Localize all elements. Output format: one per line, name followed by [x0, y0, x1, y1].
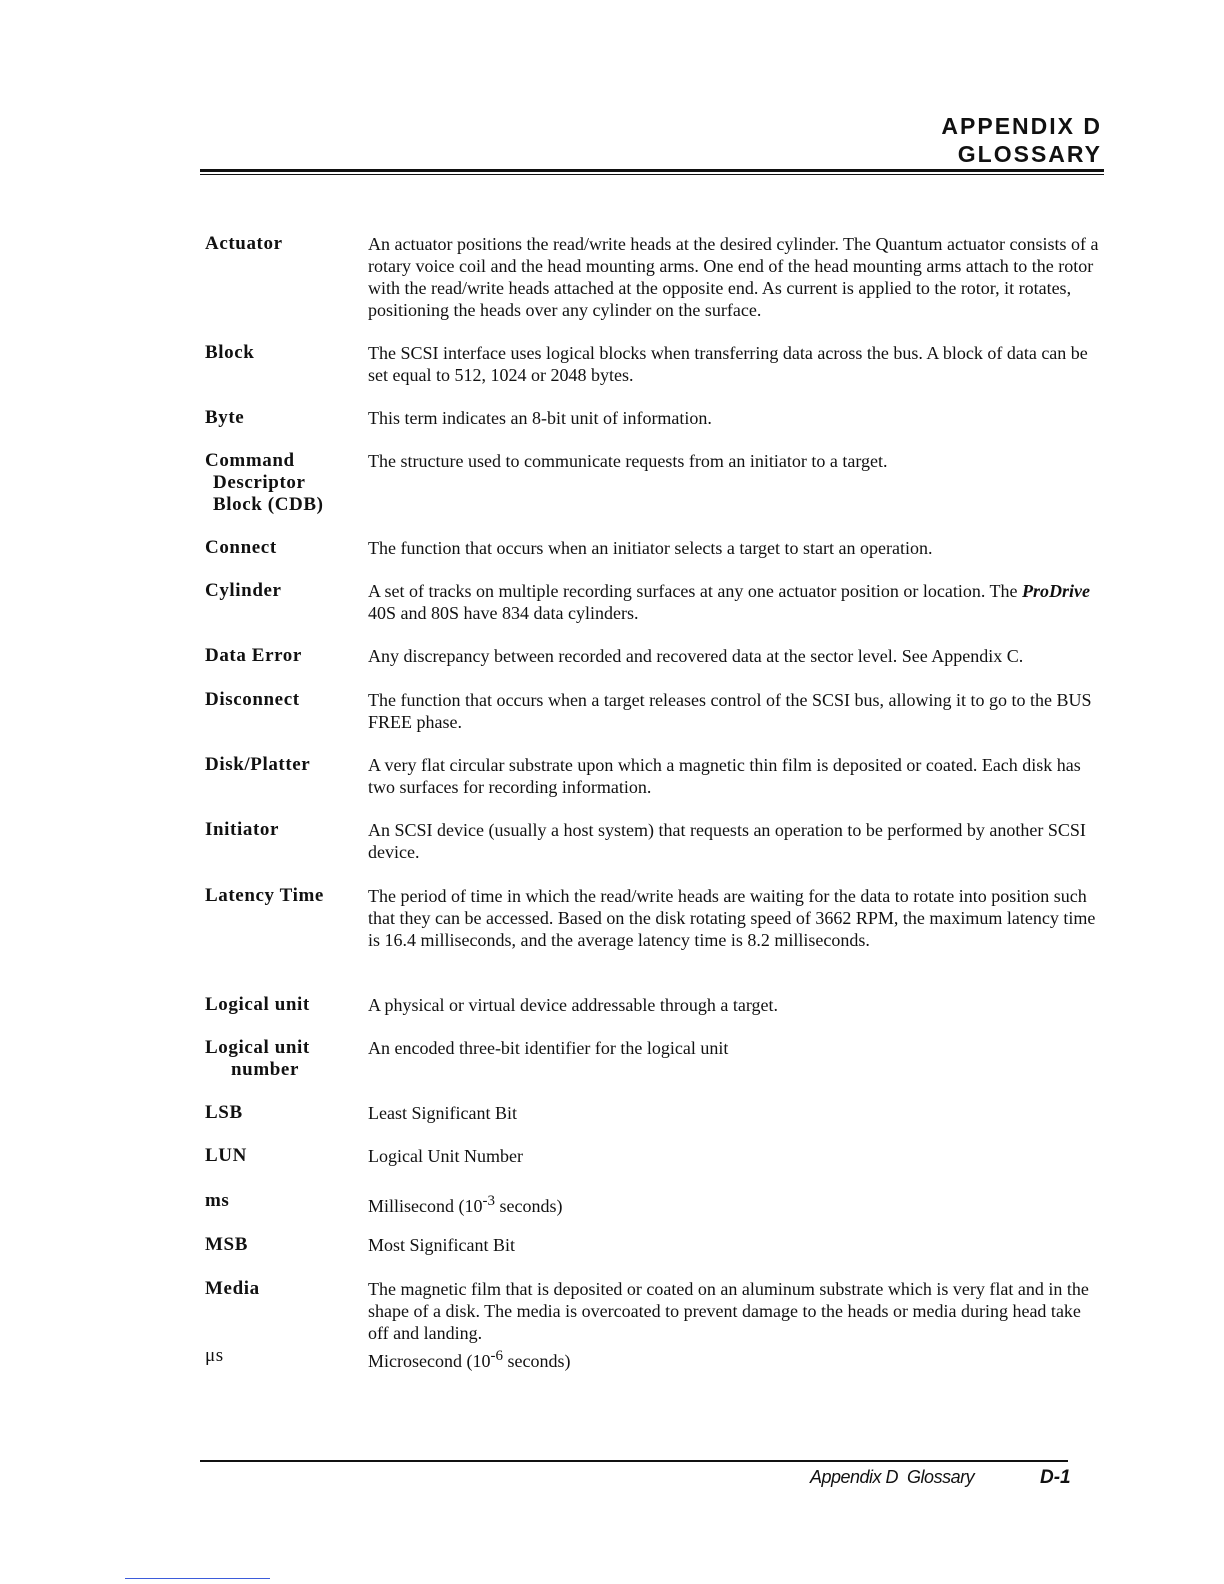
definition-text: 40S and 80S have 834 data cylinders. — [368, 603, 639, 623]
term — [205, 450, 355, 516]
term: Data Error — [205, 645, 302, 666]
definition: An SCSI device (usually a host system) that requests an operation to be performed by another SCSI device. — [368, 820, 1086, 862]
definition — [368, 580, 1104, 624]
term: MSB — [205, 1234, 248, 1255]
definition: The structure used to communicate requests from an initiator to a target. — [368, 451, 888, 471]
term: μs — [205, 1345, 224, 1366]
definition: Logical Unit Number — [368, 1146, 523, 1166]
definition: The function that occurs when a target releases control of the SCSI bus, allowing it to go to the BUS FREE phase. — [368, 690, 1092, 732]
term: Latency Time — [205, 885, 324, 906]
definition-text: seconds) — [502, 1351, 571, 1371]
definition: Any discrepancy between recorded and recovered data at the sector level. See Appendix C. — [368, 646, 1024, 666]
definition-text: seconds) — [495, 1196, 563, 1216]
definition-text: Millisecond (10 — [368, 1196, 483, 1216]
term-line: Block (CDB) — [213, 494, 324, 515]
definition: The magnetic film that is deposited or coated on an aluminum substrate which is very flat and in the shape of a disk. The media is overcoated to prevent damage to the heads or media during head take off and landing. — [368, 1279, 1089, 1343]
term: Disk/Platter — [205, 754, 311, 775]
definition-text: Microsecond (10 — [368, 1351, 491, 1371]
term: LSB — [205, 1102, 243, 1123]
page-header — [941, 112, 1102, 168]
definition: The period of time in which the read/write heads are waiting for the data to rotate into position such that they can be accessed. Based on the disk rotating speed of 3662 RPM, the maximum latency time is 16.4 milliseconds, and the average latency time is 8.2 milliseconds. — [368, 886, 1096, 950]
term: Disconnect — [205, 689, 300, 710]
definition: An actuator positions the read/write heads at the desired cylinder. The Quantum actuator consists of a rotary voice coil and the head mounting arms. One end of the head mounting arms attach to the rotor with the read/write heads attached at the opposite end. As current is applied to the rotor, it rotates, positioning the heads over any cylinder on the surface. — [368, 234, 1099, 320]
definition: An encoded three-bit identifier for the logical unit — [368, 1038, 729, 1058]
term: Block — [205, 342, 255, 363]
footer-rule — [200, 1460, 1068, 1462]
page-number: D-1 — [1040, 1467, 1071, 1488]
term-line: Logical unit — [205, 1037, 310, 1058]
term: Cylinder — [205, 580, 282, 601]
term — [205, 1037, 355, 1081]
term-line: number — [231, 1059, 299, 1080]
term: Actuator — [205, 233, 283, 254]
term-line: Descriptor — [213, 472, 306, 493]
definition: Least Significant Bit — [368, 1103, 517, 1123]
definition: A very flat circular substrate upon which a magnetic thin film is deposited or coated. Each disk has two surfaces for recording information. — [368, 755, 1081, 797]
term: Logical unit — [205, 994, 310, 1015]
definition: A physical or virtual device addressable through a target. — [368, 995, 779, 1015]
header-rule-thick — [200, 169, 1104, 172]
definition — [368, 1190, 1104, 1217]
definition: The function that occurs when an initiator selects a target to start an operation. — [368, 538, 933, 558]
header-rule-thin — [200, 174, 1104, 175]
exponent: -6 — [490, 1348, 503, 1364]
definition-text: A set of tracks on multiple recording surfaces at any one actuator position or location. The — [368, 581, 1022, 601]
appendix-label: APPENDIX D — [941, 113, 1102, 139]
definition: This term indicates an 8-bit unit of information. — [368, 408, 712, 428]
definition — [368, 1345, 1104, 1372]
footer-title: Appendix D Glossary — [810, 1467, 975, 1487]
term-line: Command — [205, 450, 295, 471]
scan-artifact-line — [125, 1578, 270, 1579]
definition: The SCSI interface uses logical blocks when transferring data across the bus. A block of data can be set equal to 512, 1024 or 2048 bytes. — [368, 343, 1088, 385]
term: Initiator — [205, 819, 280, 840]
term: Byte — [205, 407, 245, 428]
term: LUN — [205, 1145, 247, 1166]
term: Media — [205, 1278, 260, 1299]
definition: Most Significant Bit — [368, 1235, 516, 1255]
term: ms — [205, 1190, 230, 1211]
glossary-title: GLOSSARY — [957, 141, 1102, 167]
term: Connect — [205, 537, 277, 558]
brand-name: ProDrive — [1021, 581, 1090, 601]
exponent: -3 — [482, 1193, 495, 1209]
